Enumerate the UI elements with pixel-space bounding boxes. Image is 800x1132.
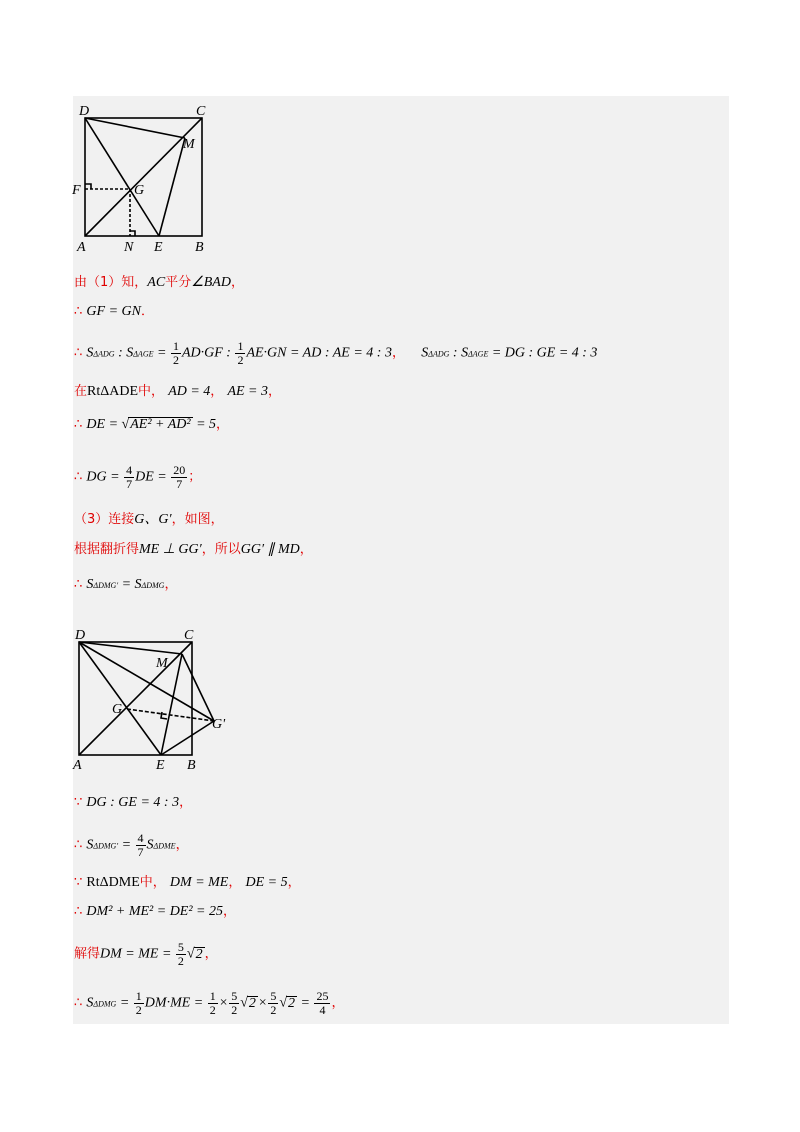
fig1-label-c: C	[196, 104, 206, 119]
line-7: （3）连接G、G′，如图，	[74, 512, 224, 527]
fig1-label-m: M	[183, 137, 195, 152]
line-10: ∵ DG : GE = 4 : 3，	[74, 795, 193, 810]
line-4: 在RtΔADE中， AD = 4， AE = 3，	[74, 384, 282, 399]
line-6: ∴ DG = $\frac{4}{7}$ DE = $\frac{20}{7}$ ；	[74, 463, 202, 491]
fig1-label-n: N	[124, 240, 134, 255]
fig1-label-g: G	[134, 183, 145, 198]
fig1-label-b: B	[195, 240, 204, 255]
fig1-label-a: A	[77, 240, 86, 255]
line-11: ∴ SΔDMG′ = $\frac{4}{7}$ SΔDME，	[74, 831, 189, 859]
line-15: ∴ SΔDMG = $\frac{1}{2}$ DM·ME = $\frac{1}{2}$ × $\frac{5}{2}$ √2 × $\frac{5}{2}$ √2 = $\frac{25}{4}$ ，	[74, 989, 345, 1017]
figure-2-fold-diagram	[70, 624, 240, 774]
fig2-label-e: E	[156, 758, 165, 773]
fig2-label-d: D	[75, 628, 86, 643]
fig2-label-g-prime: G'	[212, 717, 226, 732]
fig1-label-f: F	[72, 183, 81, 198]
line-13: ∴ DM² + ME² = DE² = 25，	[74, 904, 237, 919]
fig1-label-d: D	[79, 104, 90, 119]
figure-1-square-diagram	[70, 100, 220, 260]
fig2-label-a: A	[73, 758, 82, 773]
line-9: ∴ SΔDMG′ = SΔDMG，	[74, 577, 178, 592]
fig2-label-m: M	[156, 656, 168, 671]
line-2: ∴ GF = GN．	[74, 304, 154, 319]
fig2-label-c: C	[184, 628, 194, 643]
line-12: ∵ RtΔDME中， DM = ME， DE = 5，	[74, 875, 301, 890]
line-1: 由（1）知，AC平分∠BAD，	[74, 275, 244, 290]
fig2-label-b: B	[187, 758, 196, 773]
line-8: 根据翻折得ME ⊥ GG′，所以GG′ ∥ MD，	[74, 542, 313, 557]
line-14: 解得DM = ME = $\frac{5}{2}$ √2 ，	[74, 940, 218, 968]
line-3: ∴ SΔADG : SΔAGE = $\frac{1}{2}$ AD·GF : $\frac{1}{2}$ AE·GN = AD : AE = 4 : 3， SΔADG : SΔAGE = DG : GE = 4 : 3	[74, 339, 598, 367]
fig2-label-g: G	[112, 702, 123, 717]
line-5: ∴ DE = √AE² + AD² = 5，	[74, 417, 230, 432]
fig1-label-e: E	[154, 240, 163, 255]
